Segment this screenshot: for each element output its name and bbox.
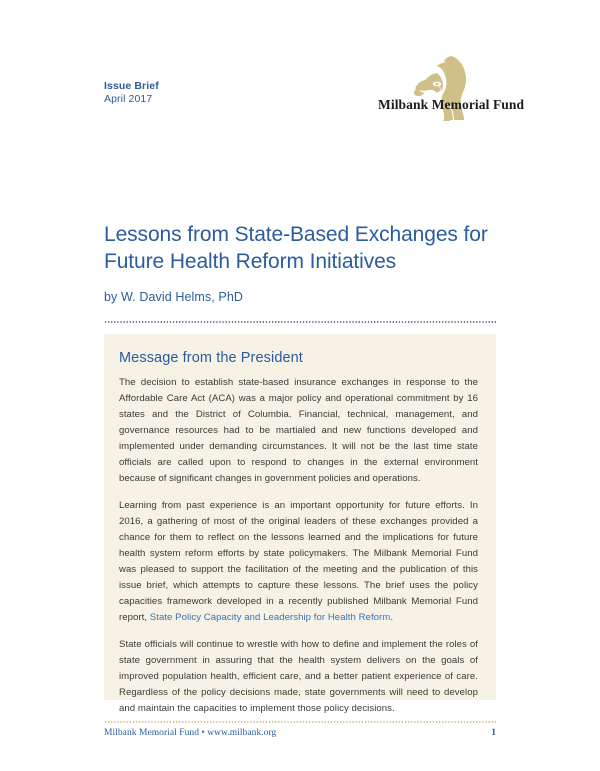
- footer-divider: [104, 721, 496, 723]
- publisher-logo: [378, 55, 525, 123]
- panel-paragraph-2-text-before-link: Learning from past experience is an important opportunity for future efforts. In 2016, a gathering of most of the original leaders of these exchanges provided a chance for them to reflect on the lessons learned and the implications for future health system reform efforts by state policymakers. The Milbank Memorial Fund was pleased to support the facilitation of the meeting and the publication of this issue brief, which attempts to capture these lessons. The brief uses the policy capacities framework developed in a recently published Milbank Memorial Fund report,: [119, 500, 478, 624]
- panel-heading: Message from the President: [119, 350, 303, 366]
- title-block: [104, 222, 504, 304]
- panel-paragraph-2: [119, 498, 478, 626]
- page-footer: [104, 728, 496, 738]
- footer-page-number: 1: [491, 728, 496, 738]
- issue-date: April 2017: [104, 93, 153, 106]
- issue-label: Issue Brief: [104, 80, 159, 92]
- footer-publisher-text: Milbank Memorial Fund • www.milbank.org: [104, 728, 277, 738]
- state-policy-capacity-report-link[interactable]: State Policy Capacity and Leadership for Health Reform: [149, 612, 391, 624]
- issue-identifier: [104, 80, 159, 106]
- section-divider: [104, 321, 496, 323]
- panel-paragraph-3: State officials will continue to wrestle with how to define and implement the roles of state government in assuring that the health system delivers on the goals of improved population health, efficient care, and a better patient experience of care. Regardless of the policy decisions made, state governments will need to develop and maintain the capacities to implement those policy decisions.: [119, 639, 478, 715]
- author-byline: by W. David Helms, PhD: [104, 289, 244, 304]
- message-from-president-panel: [104, 334, 496, 715]
- panel-paragraph-2-text-after-link: .: [390, 612, 394, 624]
- publisher-wordmark: Milbank Memorial Fund: [378, 97, 525, 112]
- page-title: Lessons from State-Based Exchanges for Future Health Reform Initiatives: [104, 223, 488, 273]
- panel-paragraph-1: The decision to establish state-based insurance exchanges in response to the Affordable Care Act (ACA) was a major policy and operational commitment by 16 states and the District of Columbia. Financial, technical, management, and governance resources had to be martialed and new functions developed and implemented under demanding circumstances. It will not be the last time state officials are called upon to respond to changes in the external environment because of significant changes in government policies and operations.: [119, 377, 478, 485]
- masthead: [0, 0, 600, 140]
